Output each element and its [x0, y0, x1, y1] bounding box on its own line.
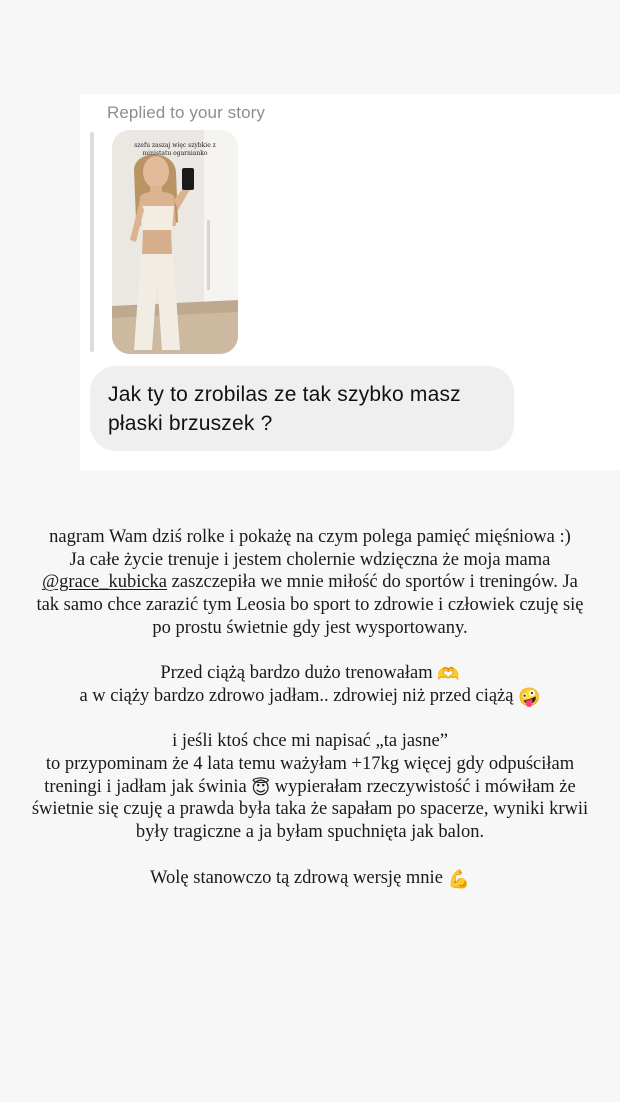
response-line: nagram Wam dziś rolke i pokażę na czym polega pamięć mięśniowa :)	[49, 527, 571, 547]
story-thumbnail[interactable]	[112, 130, 238, 354]
story-caption-text: szefu zaszaj więc szybkie z ministatu ogarnianko	[134, 142, 216, 157]
response-paragraph	[30, 549, 590, 640]
halo-face-icon: 😇	[251, 777, 271, 799]
response-text-segment: zaszczepiła we mnie miłość do sportów i treningów. Ja tak samo chce zarazić tym Leosia bo sport to zdrowie i człowiek czuję się po prostu świetnie gdy jest wysportowany.	[36, 572, 584, 638]
response-line	[30, 685, 590, 708]
paragraph-gap	[30, 708, 590, 731]
response-text-segment: wypierałam rzeczywistość i mówiłam że świetnie się czuję a prawda była taka że sapałam po spacerze, wyniki krwii były tragiczne a ja byłam spuchnięta jak balon.	[31, 776, 589, 843]
message-text: Jak ty to zrobilas ze tak szybko masz płaski brzuszek ?	[108, 383, 461, 435]
response-line	[30, 662, 590, 685]
response-text-segment: to przypominam że 4 lata temu ważyłam +17kg więcej gdy odpuściłam treningi i jadłam jak świnia	[44, 754, 575, 797]
response-paragraph	[30, 753, 590, 844]
paragraph-gap	[30, 844, 590, 867]
response-text-segment: a w ciąży bardzo zdrowo jadłam.. zdrowiej niż przed ciążą	[79, 685, 514, 706]
zany-face-icon: 🤪	[518, 686, 541, 708]
response-line	[30, 867, 590, 890]
response-line: i jeśli ktoś chce mi napisać „ta jasne”	[172, 731, 448, 752]
story-photo-image	[112, 130, 238, 354]
mention-link[interactable]: @grace_kubicka	[42, 572, 168, 593]
response-text-segment: Przed ciążą bardzo dużo trenowałam	[160, 663, 433, 684]
paragraph-gap	[30, 640, 590, 663]
flexed-biceps-icon: 💪	[447, 868, 470, 890]
response-text-segment: Wolę stanowczo tą zdrową wersję mnie	[150, 867, 443, 888]
story-reply-card	[80, 94, 620, 470]
heart-hands-icon: 🫶	[437, 664, 460, 686]
reply-quote-bar	[90, 132, 94, 352]
message-bubble[interactable]	[90, 366, 514, 451]
replied-to-story-label: Replied to your story	[107, 103, 266, 122]
story-response-text	[30, 526, 590, 889]
response-text-segment: Ja całe życie trenuje i jestem cholernie wdzięczna że moja mama	[69, 549, 551, 570]
